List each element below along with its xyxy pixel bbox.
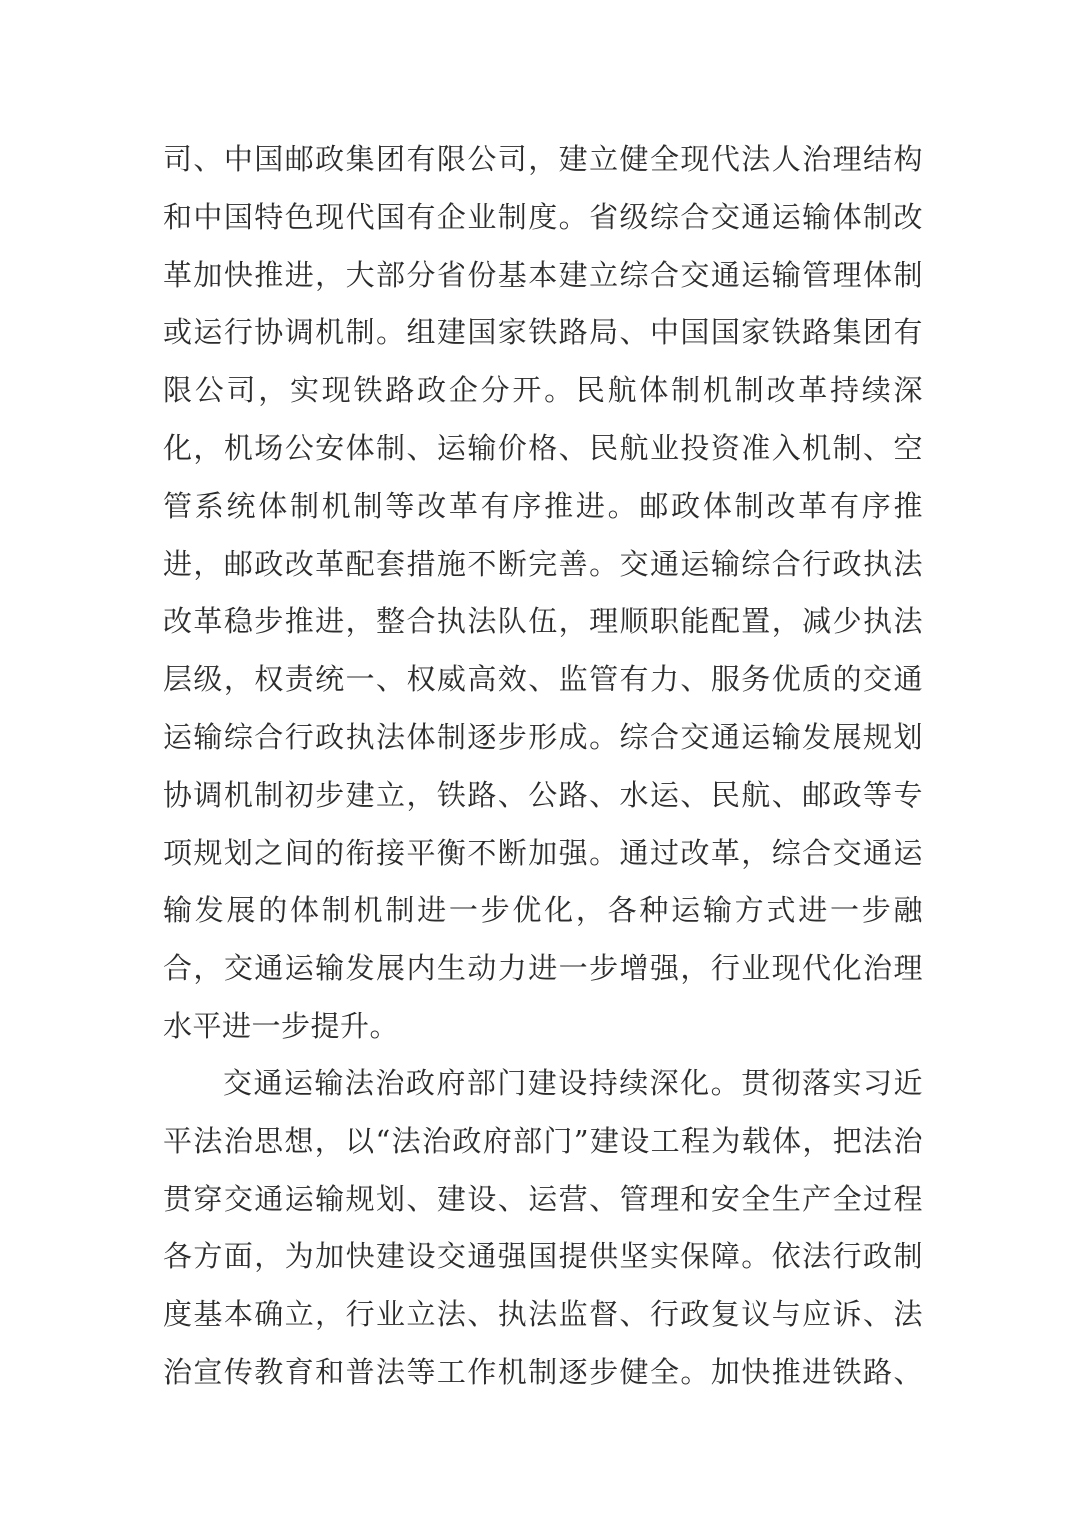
text-line: 层级，权责统一、权威高效、监管有力、服务优质的交通: [163, 662, 923, 697]
text-line: 和中国特色现代国有企业制度。省级综合交通运输体制改: [163, 199, 923, 234]
text-line: 运输综合行政执法体制逐步形成。综合交通运输发展规划: [163, 719, 923, 754]
text-line: 水平进一步提升。: [163, 1008, 400, 1043]
paragraph-rule-of-law: [163, 1055, 923, 1402]
text-line: 管系统体制机制等改革有序推进。邮政体制改革有序推: [163, 488, 923, 523]
text-line: 平法治思想，以“法治政府部门”建设工程为载体，把法治: [163, 1123, 923, 1158]
text-line: 输发展的体制机制进一步优化，各种运输方式进一步融: [163, 893, 923, 928]
text-line: 或运行协调机制。组建国家铁路局、中国国家铁路集团有: [163, 315, 923, 350]
text-line: 进，邮政改革配套措施不断完善。交通运输综合行政执法: [163, 546, 923, 581]
paragraph-reform: [163, 131, 923, 1056]
text-line: 革加快推进，大部分省份基本建立综合交通运输管理体制: [163, 257, 923, 292]
text-line: 司、中国邮政集团有限公司，建立健全现代法人治理结构: [163, 142, 923, 176]
text-line: 贯穿交通运输规划、建设、运营、管理和安全生产全过程: [163, 1181, 923, 1216]
text-line: 度基本确立，行业立法、执法监督、行政复议与应诉、法: [163, 1297, 923, 1332]
text-line: 治宣传教育和普法等工作机制逐步健全。加快推进铁路、: [163, 1354, 923, 1389]
text-line: 协调机制初步建立，铁路、公路、水运、民航、邮政等专: [163, 777, 923, 812]
text-line: 各方面，为加快建设交通强国提供坚实保障。依法行政制: [163, 1239, 923, 1274]
text-line: 交通运输法治政府部门建设持续深化。贯彻落实习近: [223, 1066, 923, 1100]
text-line: 合，交通运输发展内生动力进一步增强，行业现代化治理: [163, 951, 923, 986]
text-line: 改革稳步推进，整合执法队伍，理顺职能配置，减少执法: [163, 604, 923, 639]
text-line: 限公司，实现铁路政企分开。民航体制机制改革持续深: [163, 373, 923, 408]
text-line: 化，机场公安体制、运输价格、民航业投资准入机制、空: [163, 430, 923, 465]
text-line: 项规划之间的衔接平衡不断加强。通过改革，综合交通运: [163, 835, 923, 870]
